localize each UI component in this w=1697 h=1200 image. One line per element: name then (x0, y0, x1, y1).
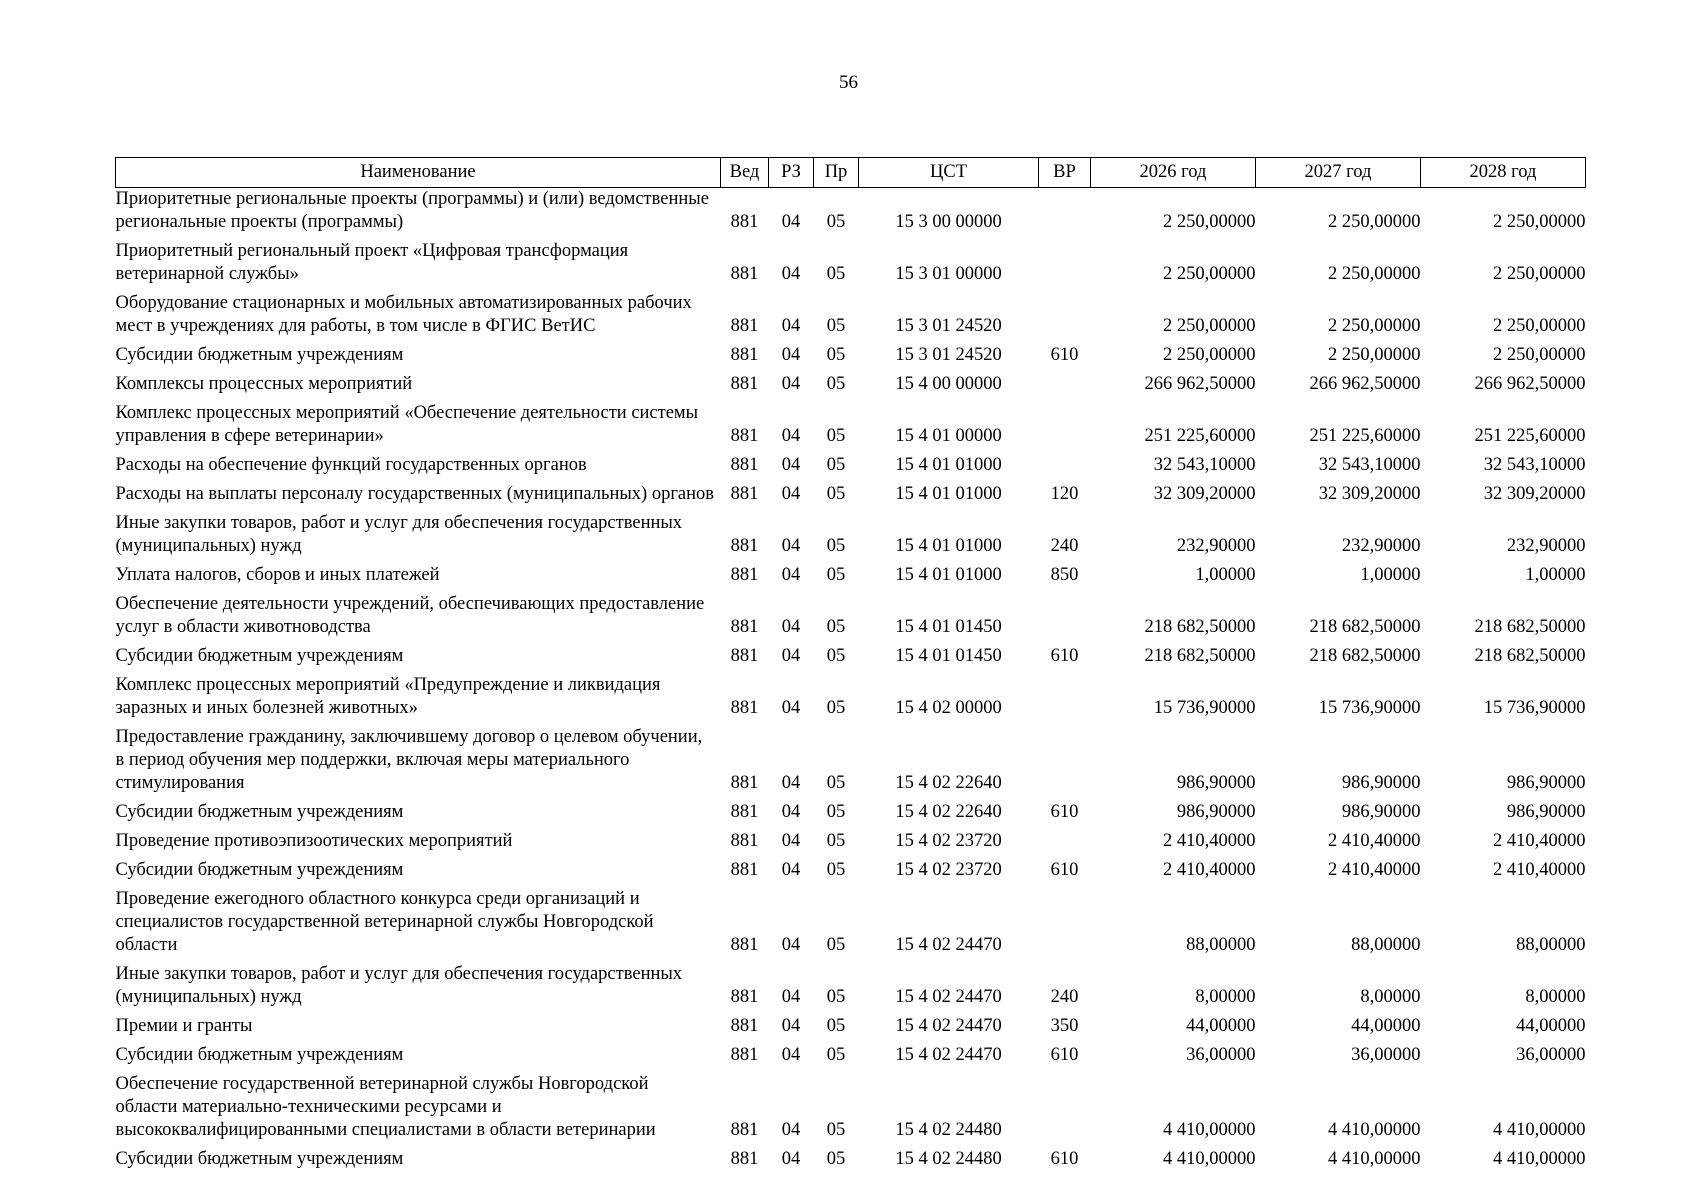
cell-pr: 05 (826, 802, 846, 822)
cell-pr: 05 (826, 1149, 846, 1169)
cell-name: Иные закупки товаров, работ и услуг для обеспечения государственных (муниципальных) нужд (115, 513, 683, 556)
cell-ved: 881 (730, 831, 759, 851)
cell-vr: 240 (1050, 987, 1079, 1007)
cell-2026: 1,00000 (1195, 565, 1256, 585)
cell-rz: 04 (781, 1016, 801, 1036)
cell-2028: 266 962,50000 (1474, 374, 1586, 394)
cell-2027: 88,00000 (1351, 935, 1421, 955)
header-2028: 2028 год (1421, 158, 1586, 188)
cell-2026: 8,00000 (1195, 987, 1256, 1007)
cell-2028: 986,90000 (1506, 773, 1586, 793)
cell-vr: 120 (1050, 484, 1079, 504)
cell-2027: 2 250,00000 (1328, 264, 1421, 284)
cell-2026: 986,90000 (1176, 773, 1256, 793)
cell-rz: 04 (781, 264, 801, 284)
cell-vr (1039, 188, 1091, 241)
cell-pr: 05 (826, 1045, 846, 1065)
table-row (116, 292, 1586, 344)
cell-2028: 36,00000 (1516, 1045, 1586, 1065)
cell-2027: 8,00000 (1360, 987, 1421, 1007)
cell-2027: 1,00000 (1360, 565, 1421, 585)
cell-pr: 05 (826, 374, 846, 394)
cell-name: Комплекс процессных мероприятий «Предупреждение и ликвидация заразных и иных болезней животных» (115, 675, 661, 718)
cell-pr: 05 (826, 860, 846, 880)
cell-ved: 881 (730, 455, 759, 475)
cell-ved: 881 (730, 484, 759, 504)
cell-pr: 05 (826, 264, 846, 284)
table-row (116, 674, 1586, 726)
cell-name: Предоставление гражданину, заключившему договор о целевом обучении, в период обучения мер поддержки, включая меры материального стимулирования (115, 727, 703, 793)
cell-2027: 4 410,00000 (1328, 1149, 1421, 1169)
cell-2028: 4 410,00000 (1493, 1120, 1586, 1140)
cell-2026: 36,00000 (1186, 1045, 1256, 1065)
cell-rz: 04 (781, 426, 801, 446)
table-row (116, 1073, 1586, 1148)
cell-vr: 610 (1050, 646, 1079, 666)
cell-2026: 218 682,50000 (1144, 646, 1256, 666)
cell-cst: 15 3 00 00000 (895, 212, 1002, 232)
cell-name: Расходы на обеспечение функций государственных органов (115, 455, 587, 475)
cell-pr: 05 (826, 773, 846, 793)
cell-vr (1039, 593, 1091, 645)
cell-2028: 44,00000 (1516, 1016, 1586, 1036)
cell-name: Субсидии бюджетным учреждениям (115, 1045, 404, 1065)
cell-2028: 2 410,40000 (1493, 831, 1586, 851)
cell-2028: 986,90000 (1506, 802, 1586, 822)
cell-pr: 05 (826, 316, 846, 336)
cell-name: Уплата налогов, сборов и иных платежей (115, 565, 440, 585)
cell-name: Премии и гранты (115, 1016, 253, 1036)
cell-cst: 15 4 02 23720 (895, 860, 1002, 880)
cell-vr (1039, 454, 1091, 483)
cell-2028: 251 225,60000 (1474, 426, 1586, 446)
cell-vr (1039, 373, 1091, 402)
header-2026: 2026 год (1091, 158, 1256, 188)
cell-vr: 240 (1050, 536, 1079, 556)
cell-name: Субсидии бюджетным учреждениям (115, 646, 404, 666)
cell-rz: 04 (781, 698, 801, 718)
cell-2028: 1,00000 (1525, 565, 1586, 585)
cell-rz: 04 (781, 987, 801, 1007)
cell-cst: 15 4 01 00000 (895, 426, 1002, 446)
cell-2026: 44,00000 (1186, 1016, 1256, 1036)
cell-rz: 04 (781, 773, 801, 793)
cell-2027: 218 682,50000 (1309, 646, 1421, 666)
cell-ved: 881 (730, 802, 759, 822)
cell-ved: 881 (730, 374, 759, 394)
cell-2028: 2 250,00000 (1493, 212, 1586, 232)
cell-cst: 15 4 02 24470 (895, 987, 1002, 1007)
cell-rz: 04 (781, 212, 801, 232)
cell-vr (1039, 292, 1091, 344)
cell-name: Приоритетный региональный проект «Цифровая трансформация ветеринарной службы» (115, 241, 629, 284)
cell-ved: 881 (730, 773, 759, 793)
cell-2028: 2 250,00000 (1493, 345, 1586, 365)
cell-2027: 232,90000 (1341, 536, 1421, 556)
cell-2028: 88,00000 (1516, 935, 1586, 955)
cell-rz: 04 (781, 455, 801, 475)
cell-2026: 232,90000 (1176, 536, 1256, 556)
cell-rz: 04 (781, 802, 801, 822)
cell-2026: 4 410,00000 (1163, 1149, 1256, 1169)
cell-cst: 15 4 02 22640 (895, 773, 1002, 793)
table-row (116, 240, 1586, 292)
cell-2028: 2 250,00000 (1493, 264, 1586, 284)
cell-vr (1039, 674, 1091, 726)
cell-pr: 05 (826, 536, 846, 556)
cell-vr: 610 (1050, 802, 1079, 822)
table-row (116, 726, 1586, 801)
cell-ved: 881 (730, 1149, 759, 1169)
cell-2028: 2 250,00000 (1493, 316, 1586, 336)
cell-2028: 232,90000 (1506, 536, 1586, 556)
cell-2026: 4 410,00000 (1163, 1120, 1256, 1140)
cell-rz: 04 (781, 374, 801, 394)
table-row (116, 483, 1586, 512)
cell-vr (1039, 402, 1091, 454)
cell-2027: 44,00000 (1351, 1016, 1421, 1036)
cell-2026: 15 736,90000 (1153, 698, 1256, 718)
cell-cst: 15 4 01 01000 (895, 455, 1002, 475)
cell-vr: 850 (1050, 565, 1079, 585)
cell-name: Субсидии бюджетным учреждениям (115, 802, 404, 822)
cell-vr (1039, 830, 1091, 859)
header-2027: 2027 год (1256, 158, 1421, 188)
cell-2028: 4 410,00000 (1493, 1149, 1586, 1169)
table-body (116, 188, 1586, 1178)
cell-name: Комплексы процессных мероприятий (115, 374, 413, 394)
header-rz: РЗ (769, 158, 814, 188)
cell-ved: 881 (730, 698, 759, 718)
table-row (116, 859, 1586, 888)
header-pr: Пр (814, 158, 859, 188)
cell-cst: 15 4 00 00000 (895, 374, 1002, 394)
header-row (116, 158, 1586, 188)
cell-cst: 15 4 01 01450 (895, 617, 1002, 637)
cell-2026: 2 250,00000 (1163, 316, 1256, 336)
table-row (116, 963, 1586, 1015)
table-row (116, 564, 1586, 593)
cell-name: Обеспечение деятельности учреждений, обеспечивающих предоставление услуг в области животноводства (115, 594, 705, 637)
cell-ved: 881 (730, 264, 759, 284)
budget-table (115, 157, 1586, 1177)
cell-2027: 32 543,10000 (1318, 455, 1421, 475)
cell-2027: 251 225,60000 (1309, 426, 1421, 446)
cell-ved: 881 (730, 565, 759, 585)
table-row (116, 830, 1586, 859)
cell-pr: 05 (826, 1016, 846, 1036)
cell-2026: 2 410,40000 (1163, 860, 1256, 880)
table-row (116, 645, 1586, 674)
cell-2026: 88,00000 (1186, 935, 1256, 955)
cell-cst: 15 4 02 23720 (895, 831, 1002, 851)
cell-pr: 05 (826, 484, 846, 504)
cell-ved: 881 (730, 536, 759, 556)
cell-2027: 986,90000 (1341, 802, 1421, 822)
cell-name: Проведение противоэпизоотических мероприятий (115, 831, 513, 851)
cell-name: Субсидии бюджетным учреждениям (115, 860, 404, 880)
cell-cst: 15 4 01 01450 (895, 646, 1002, 666)
cell-2026: 218 682,50000 (1144, 617, 1256, 637)
cell-vr: 610 (1050, 345, 1079, 365)
cell-pr: 05 (826, 698, 846, 718)
cell-ved: 881 (730, 345, 759, 365)
cell-name: Приоритетные региональные проекты (программы) и (или) ведомственные региональные проекты (программы) (115, 189, 709, 232)
cell-ved: 881 (730, 212, 759, 232)
table-row (116, 188, 1586, 241)
cell-name: Проведение ежегодного областного конкурса среди организаций и специалистов государственной ветеринарной службы Новгородской области (115, 889, 654, 955)
table-row (116, 1044, 1586, 1073)
cell-ved: 881 (730, 935, 759, 955)
cell-ved: 881 (730, 860, 759, 880)
cell-name: Обеспечение государственной ветеринарной службы Новгородской области материально-техническими ресурсами и высококвалифицированными специалистами в области ветеринарии (115, 1074, 656, 1140)
cell-cst: 15 4 01 01000 (895, 536, 1002, 556)
table-row (116, 454, 1586, 483)
cell-rz: 04 (781, 1120, 801, 1140)
cell-2026: 266 962,50000 (1144, 374, 1256, 394)
cell-ved: 881 (730, 646, 759, 666)
cell-2028: 218 682,50000 (1474, 617, 1586, 637)
cell-rz: 04 (781, 536, 801, 556)
cell-pr: 05 (826, 1120, 846, 1140)
cell-pr: 05 (826, 212, 846, 232)
cell-cst: 15 3 01 00000 (895, 264, 1002, 284)
cell-vr: 610 (1050, 1045, 1079, 1065)
cell-cst: 15 4 01 01000 (895, 484, 1002, 504)
table-row (116, 1148, 1586, 1177)
cell-vr (1039, 888, 1091, 963)
cell-2027: 986,90000 (1341, 773, 1421, 793)
cell-rz: 04 (781, 935, 801, 955)
cell-pr: 05 (826, 426, 846, 446)
cell-ved: 881 (730, 1120, 759, 1140)
cell-rz: 04 (781, 1149, 801, 1169)
cell-rz: 04 (781, 565, 801, 585)
cell-rz: 04 (781, 646, 801, 666)
cell-2026: 986,90000 (1176, 802, 1256, 822)
cell-cst: 15 4 02 24480 (895, 1149, 1002, 1169)
cell-rz: 04 (781, 860, 801, 880)
cell-ved: 881 (730, 1045, 759, 1065)
cell-2028: 218 682,50000 (1474, 646, 1586, 666)
header-ved: Вед (721, 158, 769, 188)
cell-2028: 32 309,20000 (1483, 484, 1586, 504)
cell-2027: 2 250,00000 (1328, 345, 1421, 365)
cell-2028: 8,00000 (1525, 987, 1586, 1007)
cell-rz: 04 (781, 316, 801, 336)
cell-rz: 04 (781, 345, 801, 365)
cell-vr: 610 (1050, 1149, 1079, 1169)
cell-2027: 4 410,00000 (1328, 1120, 1421, 1140)
cell-vr (1039, 240, 1091, 292)
cell-name: Субсидии бюджетным учреждениям (115, 345, 404, 365)
cell-2027: 36,00000 (1351, 1045, 1421, 1065)
cell-pr: 05 (826, 987, 846, 1007)
cell-2026: 32 309,20000 (1153, 484, 1256, 504)
cell-2028: 15 736,90000 (1483, 698, 1586, 718)
cell-pr: 05 (826, 617, 846, 637)
table-row (116, 801, 1586, 830)
cell-2027: 266 962,50000 (1309, 374, 1421, 394)
header-name: Наименование (116, 158, 721, 188)
table-row (116, 1015, 1586, 1044)
cell-cst: 15 4 02 24470 (895, 1016, 1002, 1036)
cell-vr: 350 (1050, 1016, 1079, 1036)
cell-cst: 15 3 01 24520 (895, 345, 1002, 365)
cell-2027: 2 410,40000 (1328, 860, 1421, 880)
cell-2026: 2 410,40000 (1163, 831, 1256, 851)
cell-2026: 2 250,00000 (1163, 264, 1256, 284)
cell-vr (1039, 726, 1091, 801)
cell-cst: 15 4 01 01000 (895, 565, 1002, 585)
cell-2026: 2 250,00000 (1163, 345, 1256, 365)
cell-cst: 15 4 02 24470 (895, 1045, 1002, 1065)
cell-vr (1039, 1073, 1091, 1148)
cell-cst: 15 4 02 22640 (895, 802, 1002, 822)
cell-name: Расходы на выплаты персоналу государственных (муниципальных) органов (115, 484, 715, 504)
cell-2027: 2 410,40000 (1328, 831, 1421, 851)
cell-2028: 2 410,40000 (1493, 860, 1586, 880)
cell-name: Комплекс процессных мероприятий «Обеспечение деятельности системы управления в сфере ветеринарии» (115, 403, 699, 446)
header-cst: ЦСТ (859, 158, 1039, 188)
cell-name: Иные закупки товаров, работ и услуг для обеспечения государственных (муниципальных) нужд (115, 964, 683, 1007)
cell-ved: 881 (730, 1016, 759, 1036)
table-header (116, 158, 1586, 188)
table-row (116, 512, 1586, 564)
cell-2026: 251 225,60000 (1144, 426, 1256, 446)
cell-pr: 05 (826, 935, 846, 955)
cell-2027: 2 250,00000 (1328, 212, 1421, 232)
cell-name: Оборудование стационарных и мобильных автоматизированных рабочих мест в учреждениях для работы, в том числе в ФГИС ВетИС (115, 293, 692, 336)
cell-rz: 04 (781, 617, 801, 637)
cell-cst: 15 3 01 24520 (895, 316, 1002, 336)
cell-name: Субсидии бюджетным учреждениям (115, 1149, 404, 1169)
cell-2027: 15 736,90000 (1318, 698, 1421, 718)
cell-ved: 881 (730, 426, 759, 446)
cell-rz: 04 (781, 484, 801, 504)
cell-cst: 15 4 02 24470 (895, 935, 1002, 955)
cell-ved: 881 (730, 316, 759, 336)
cell-pr: 05 (826, 345, 846, 365)
cell-2027: 218 682,50000 (1309, 617, 1421, 637)
table-row (116, 593, 1586, 645)
cell-2028: 32 543,10000 (1483, 455, 1586, 475)
cell-ved: 881 (730, 617, 759, 637)
table-row (116, 373, 1586, 402)
cell-pr: 05 (826, 831, 846, 851)
header-vr: ВР (1039, 158, 1091, 188)
cell-rz: 04 (781, 1045, 801, 1065)
cell-rz: 04 (781, 831, 801, 851)
cell-2027: 32 309,20000 (1318, 484, 1421, 504)
cell-cst: 15 4 02 00000 (895, 698, 1002, 718)
cell-ved: 881 (730, 987, 759, 1007)
table-row (116, 402, 1586, 454)
page-number: 56 (839, 72, 858, 93)
cell-cst: 15 4 02 24480 (895, 1120, 1002, 1140)
cell-2026: 2 250,00000 (1163, 212, 1256, 232)
cell-2027: 2 250,00000 (1328, 316, 1421, 336)
cell-vr: 610 (1050, 860, 1079, 880)
cell-pr: 05 (826, 646, 846, 666)
table-row (116, 888, 1586, 963)
table-row (116, 344, 1586, 373)
cell-2026: 32 543,10000 (1153, 455, 1256, 475)
cell-pr: 05 (826, 455, 846, 475)
cell-pr: 05 (826, 565, 846, 585)
